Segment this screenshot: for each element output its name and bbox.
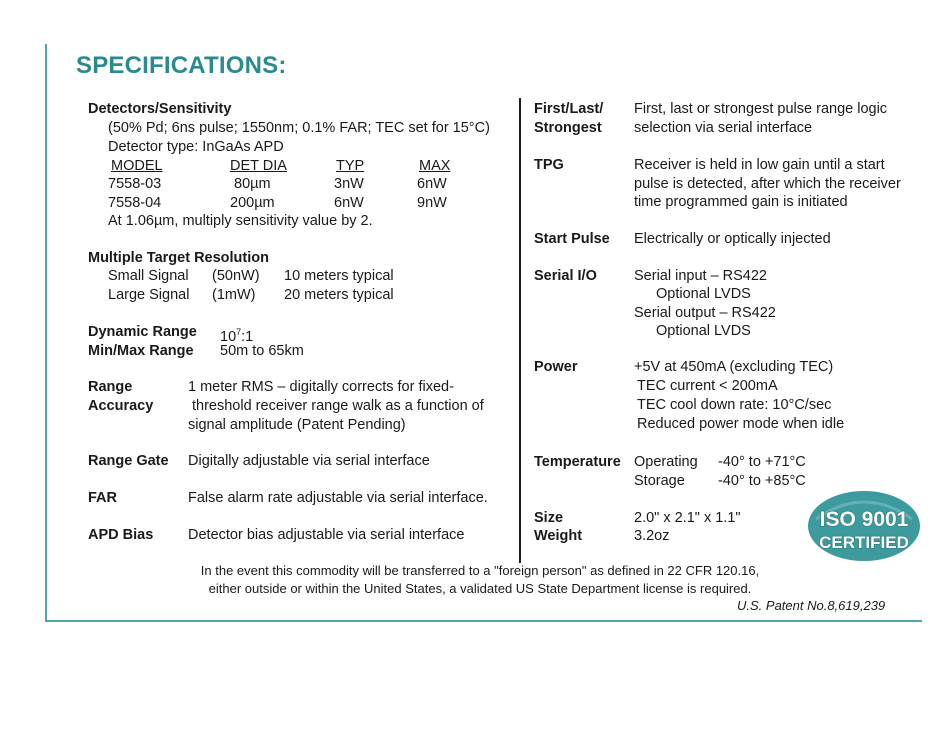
detectors-conditions: (50% Pd; 6ns pulse; 1550nm; 0.1% FAR; TEC set for 15°C) xyxy=(108,120,490,136)
patent-number: U.S. Patent No.8,619,239 xyxy=(737,598,886,613)
table-row-1-max: 6nW xyxy=(417,176,447,192)
range-gate-label: Range Gate xyxy=(88,453,169,469)
table-row-1-dia: 80µm xyxy=(234,176,271,192)
apd-bias-value: Detector bias adjustable via serial interface xyxy=(188,527,465,543)
header-det-dia: DET DIA xyxy=(230,158,287,174)
page-title: SPECIFICATIONS: xyxy=(76,52,287,79)
table-row-2-max: 9nW xyxy=(417,195,447,211)
header-typ: TYP xyxy=(336,158,365,174)
first-last-label-2: Strongest xyxy=(534,120,602,136)
far-label: FAR xyxy=(88,490,117,506)
header-model: MODEL xyxy=(111,158,163,174)
first-last-line-2: selection via serial interface xyxy=(634,120,813,136)
header-max: MAX xyxy=(419,158,451,174)
small-signal-power: (50nW) xyxy=(212,268,260,284)
table-row-2-dia: 200µm xyxy=(230,195,275,211)
power-line-3: TEC cool down rate: 10°C/sec xyxy=(637,397,832,413)
sensitivity-note: At 1.06µm, multiply sensitivity value by 2. xyxy=(108,213,373,229)
table-row-2-model: 7558-04 xyxy=(108,195,162,211)
power-line-1: +5V at 450mA (excluding TEC) xyxy=(634,359,834,375)
table-row-2-typ: 6nW xyxy=(334,195,364,211)
min-max-range-label: Min/Max Range xyxy=(88,343,194,359)
first-last-label-1: First/Last/ xyxy=(534,101,604,117)
small-signal-resolution: 10 meters typical xyxy=(284,268,394,284)
serial-io-line-3: Serial output – RS422 xyxy=(634,305,776,321)
tpg-label: TPG xyxy=(534,157,564,173)
small-signal-label: Small Signal xyxy=(108,268,189,284)
tpg-line-1: Receiver is held in low gain until a start xyxy=(634,157,885,173)
power-line-4: Reduced power mode when idle xyxy=(637,416,845,432)
iso-badge-line-2: CERTIFIED xyxy=(819,533,909,552)
dynamic-range-value: $10^7:1$ xyxy=(220,327,254,345)
export-note-line-1: In the event this commodity will be transferred to a "foreign person" as defined in 22 CFR 120.16, xyxy=(200,563,760,578)
weight-label: Weight xyxy=(534,528,583,544)
frame-left-rule xyxy=(45,44,47,622)
column-divider xyxy=(519,98,521,563)
dynamic-range-label: Dynamic Range xyxy=(88,324,197,340)
size-value: 2.0" x 2.1" x 1.1" xyxy=(634,510,741,526)
detector-type: Detector type: InGaAs APD xyxy=(108,139,284,155)
serial-io-label: Serial I/O xyxy=(534,268,597,284)
range-accuracy-line-3: signal amplitude (Patent Pending) xyxy=(188,417,406,433)
table-row-1-typ: 3nW xyxy=(334,176,364,192)
tpg-line-2: pulse is detected, after which the receiver xyxy=(634,176,901,192)
serial-io-line-2: Optional LVDS xyxy=(656,286,751,302)
temperature-operating-value: -40° to +71°C xyxy=(718,454,806,470)
iso-badge-graphic xyxy=(806,489,922,563)
range-gate-value: Digitally adjustable via serial interface xyxy=(188,453,430,469)
frame-bottom-rule xyxy=(45,620,922,622)
table-row-1-model: 7558-03 xyxy=(108,176,162,192)
far-value: False alarm rate adjustable via serial interface. xyxy=(188,490,488,506)
large-signal-label: Large Signal xyxy=(108,287,190,303)
range-accuracy-line-1: 1 meter RMS – digitally corrects for fixed- xyxy=(188,379,454,395)
temperature-storage-label: Storage xyxy=(634,473,685,489)
temperature-storage-value: -40° to +85°C xyxy=(718,473,806,489)
size-label: Size xyxy=(534,510,564,526)
detectors-label: Detectors/Sensitivity xyxy=(88,101,232,117)
temperature-label: Temperature xyxy=(534,454,621,470)
range-accuracy-label-2: Accuracy xyxy=(88,398,154,414)
range-accuracy-label-1: Range xyxy=(88,379,133,395)
serial-io-line-4: Optional LVDS xyxy=(656,323,751,339)
start-pulse-label: Start Pulse xyxy=(534,231,610,247)
serial-io-line-1: Serial input – RS422 xyxy=(634,268,767,284)
weight-value: 3.2oz xyxy=(634,528,670,544)
temperature-operating-label: Operating xyxy=(634,454,698,470)
power-line-2: TEC current < 200mA xyxy=(637,378,778,394)
tpg-line-3: time programmed gain is initiated xyxy=(634,194,848,210)
large-signal-resolution: 20 meters typical xyxy=(284,287,394,303)
first-last-line-1: First, last or strongest pulse range logic xyxy=(634,101,888,117)
power-label: Power xyxy=(534,359,578,375)
multiple-target-label: Multiple Target Resolution xyxy=(88,250,269,266)
large-signal-power: (1mW) xyxy=(212,287,256,303)
apd-bias-label: APD Bias xyxy=(88,527,154,543)
iso-9001-badge xyxy=(806,489,922,563)
min-max-range-value: 50m to 65km xyxy=(220,343,304,359)
export-note-line-2: either outside or within the United States, a validated US State Department license is required. xyxy=(208,581,752,596)
range-accuracy-line-2: threshold receiver range walk as a function of xyxy=(192,398,484,414)
start-pulse-value: Electrically or optically injected xyxy=(634,231,831,247)
iso-badge-line-1: ISO 9001 xyxy=(819,508,909,531)
